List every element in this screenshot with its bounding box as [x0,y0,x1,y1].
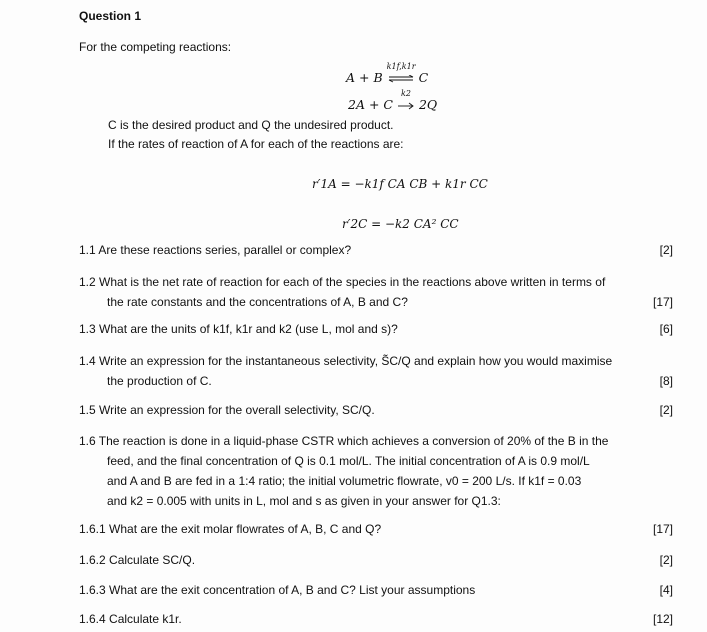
reaction-1-right: C [418,70,429,85]
question-marks: [17] [652,522,673,536]
note-desired-product: C is the desired product and Q the undesired product. [108,118,394,132]
question-text: 1.4 Write an expression for the instantaneous selectivity, S̃C/Q and explain how you would maximise [79,354,613,368]
question-text-continued: the production of C. [107,374,212,388]
question-text: 1.5 Write an expression for the overall selectivity, SC/Q. [79,403,375,417]
reaction-1-left: A + B [346,70,383,85]
question-heading: Question 1 [79,9,142,23]
question-text-continued: feed, and the final concentration of Q is 0.1 mol/L. The initial concentration of A is 0.9 mol/L [107,454,590,468]
question-text: 1.3 What are the units of k1f, k1r and k2 (use L, mol and s)? [79,322,398,336]
question-1-5 [79,400,673,420]
reaction-1-rate-constants: k1f,k1r [386,61,416,71]
intro-text: For the competing reactions: [79,40,232,54]
reaction-2-right: 2Q [418,97,438,112]
reaction-2 [348,88,438,113]
question-1-3 [79,319,673,339]
forward-arrow-icon [397,88,415,113]
question-text: 1.6.4 Calculate k1r. [79,612,182,626]
question-marks: [2] [659,553,673,567]
question-text-continued: and A and B are fed in a 1:4 ratio; the initial volumetric flowrate, v0 = 200 L/s. If k1f = 0.03 [107,474,582,488]
question-marks: [12] [652,612,673,626]
question-1-6 [79,431,673,511]
reaction-1 [346,61,429,86]
rate-equation-1: r′1A = −k1f CA CB + k1r CC [312,177,488,191]
question-text: 1.6.2 Calculate SC/Q. [79,553,196,567]
question-text: 1.6 The reaction is done in a liquid-phase CSTR which achieves a conversion of 20% of the B in the [79,434,609,448]
question-text: 1.1 Are these reactions series, parallel or complex? [79,243,352,257]
rate-equation-2: r′2C = −k2 CA² CC [342,217,459,231]
question-marks: [2] [659,243,673,257]
question-1-6-1 [79,519,673,539]
question-text: 1.6.1 What are the exit molar flowrates of A, B, C and Q? [79,522,382,536]
equilibrium-arrow-icon [386,61,416,86]
question-marks: [8] [659,374,673,388]
question-marks: [6] [659,322,673,336]
question-marks: [17] [652,295,673,309]
question-text-continued: and k2 = 0.005 with units in L, mol and s as given in your answer for Q1.3: [107,494,501,508]
question-1-6-4 [79,609,673,629]
reaction-2-rate-constant: k2 [400,88,411,98]
note-rates-intro: If the rates of reaction of A for each of the reactions are: [108,137,404,151]
question-1-1 [79,240,673,260]
question-text: 1.2 What is the net rate of reaction for each of the species in the reactions above written in terms of [79,275,606,289]
question-text-continued: the rate constants and the concentrations of A, B and C? [107,295,408,309]
question-1-2 [79,272,673,312]
question-marks: [4] [659,583,673,597]
question-1-4 [79,351,673,391]
question-1-6-2 [79,550,673,570]
question-text: 1.6.3 What are the exit concentration of A, B and C? List your assumptions [79,583,476,597]
question-1-6-3 [79,580,673,600]
question-marks: [2] [659,403,673,417]
reaction-2-left: 2A + C [348,97,393,112]
